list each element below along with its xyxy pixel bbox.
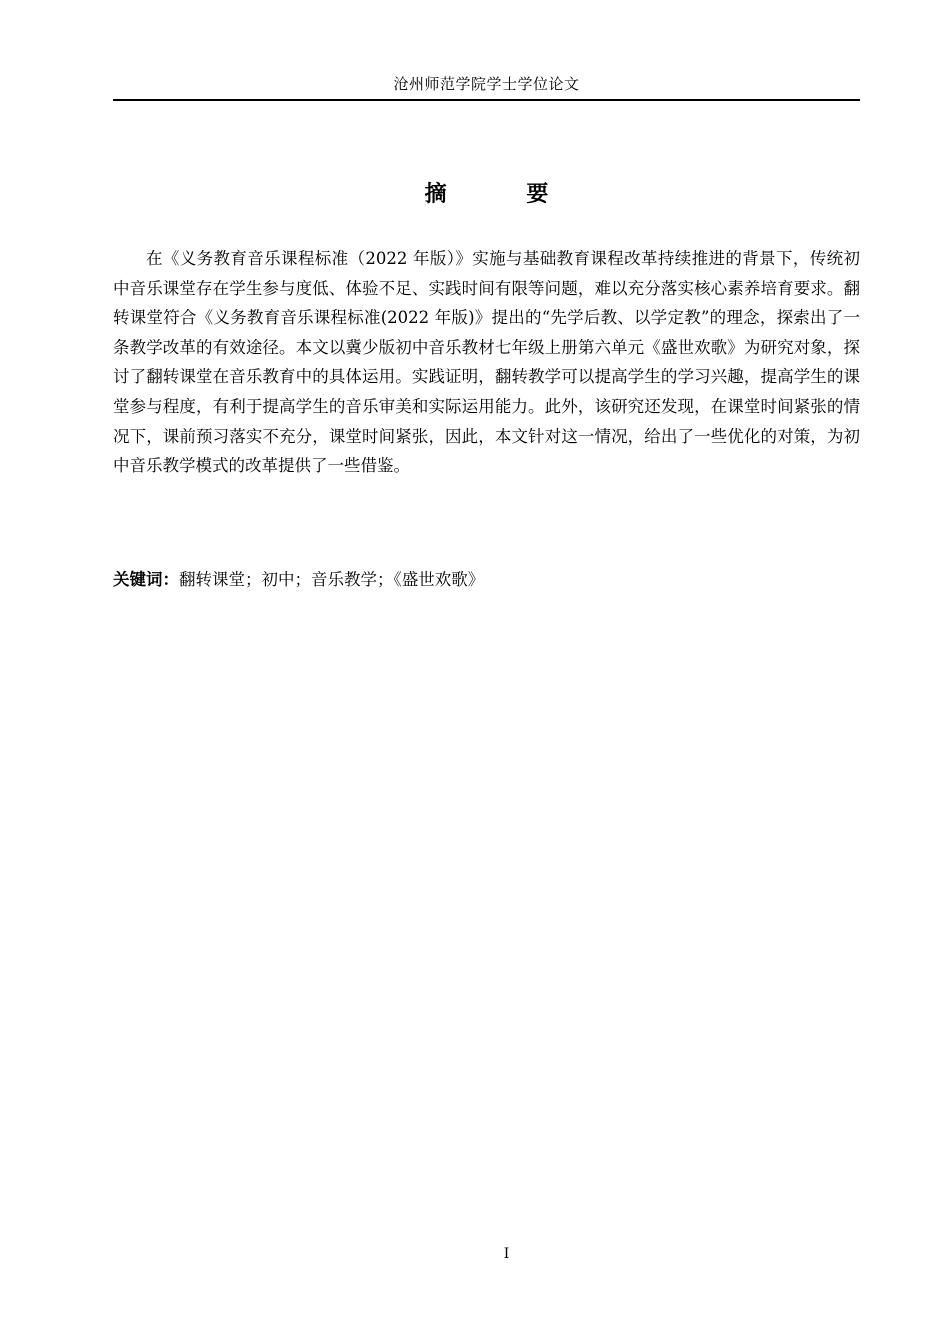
header-rule	[113, 99, 860, 101]
page-number: I	[503, 1246, 510, 1262]
section-title: 摘 要	[424, 182, 585, 207]
keywords-line	[113, 566, 860, 594]
keywords-label: 关键词：	[113, 570, 179, 589]
keywords-value: 翻转课堂；初中；音乐教学；《盛世欢歌》	[179, 570, 485, 589]
abstract-paragraph: 在《义务教育音乐课程标准（2022 年版）》实施与基础教育课程改革持续推进的背景下，传统初中音乐课堂存在学生参与度低、体验不足、实践时间有限等问题，难以充分落实核心素养培育要求。翻转课堂符合《义务教育音乐课程标准(2022 年版)》提出的“先学后教、以学定教”的理念，探索出了一条教学改革的有效途径。本文以冀少版初中音乐教材七年级上册第六单元《盛世欢歌》为研究对象，探讨了翻转课堂在音乐教育中的具体运用。实践证明，翻转教学可以提高学生的学习兴趣，提高学生的课堂参与程度，有利于提高学生的音乐审美和实际运用能力。此外，该研究还发现，在课堂时间紧张的情况下，课前预习落实不充分，课堂时间紧张，因此，本文针对这一情况，给出了一些优化的对策，为初中音乐教学模式的改革提供了一些借鉴。	[113, 249, 860, 476]
running-header: 沧州师范学院学士学位论文	[393, 75, 580, 93]
